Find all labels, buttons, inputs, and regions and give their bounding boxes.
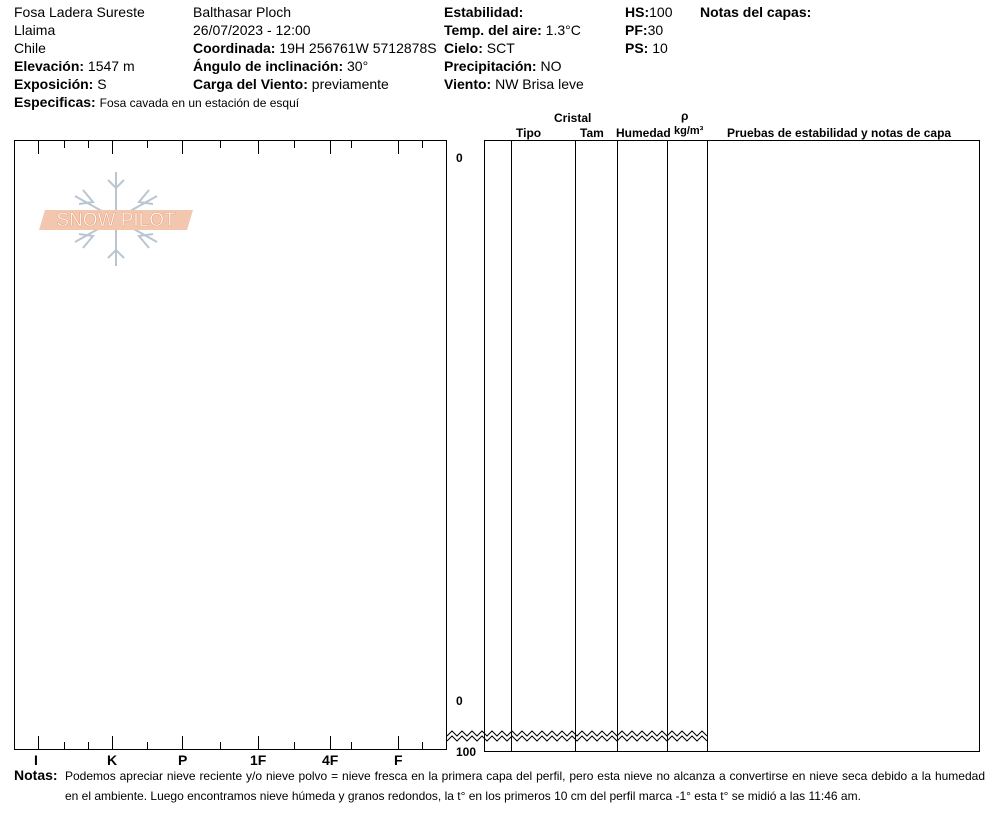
specifics-field [14, 93, 299, 112]
hardness-label-1f: 1F [250, 752, 267, 768]
size-header: Tam [580, 126, 604, 140]
hardness-label-4f: 4F [322, 752, 339, 768]
layer-table [484, 140, 980, 752]
type-header: Tipo [516, 126, 542, 140]
elevation-label: Elevación: [14, 58, 85, 74]
tests-header: Pruebas de estabilidad y notas de capa [727, 126, 952, 140]
aspect-label: Exposición: [14, 76, 94, 92]
coordinate-value: 19H 256761W 5712878S [279, 40, 437, 56]
slope-value: 30° [347, 58, 369, 74]
wind-label: Viento: [444, 76, 492, 92]
pf-field [625, 21, 663, 39]
elevation-field [14, 57, 135, 75]
area-name: Llaima [14, 22, 56, 38]
hardness-label-f: F [394, 752, 403, 768]
notes-text: Podemos apreciar nieve reciente y/o nieve polvo = nieve fresca en la primera capa del perfil, pero esta nieve no alcanza a convertirse en nieve seca debido a la humedad en el ambiente. Luego encontramos nieve húmeda y granos redondos, la t° en los primeros 10 cm del perfil marca -1° esta t° se midió a las 11:46 am. [65, 769, 985, 803]
column-divider [575, 140, 576, 751]
air-temp-label: Temp. del aire: [444, 22, 542, 38]
hardness-label-k: K [107, 752, 118, 768]
coordinate-label: Coordinada: [193, 40, 276, 56]
precip-value: NO [540, 58, 562, 74]
specifics-label: Especificas: [14, 94, 96, 110]
column-divider [511, 140, 512, 751]
sky-field [444, 39, 515, 57]
pf-label: PF: [625, 22, 648, 38]
air-temp-value: 1.3°C [545, 22, 581, 38]
ps-value: 10 [652, 40, 668, 56]
precip-field [444, 57, 561, 75]
slope-label: Ángulo de inclinación: [193, 58, 344, 74]
hs-label: HS: [625, 4, 650, 20]
depth-label-top: 0 [456, 151, 463, 165]
notes-label: Notas: [14, 767, 58, 783]
hs-value: 100 [649, 4, 673, 20]
observation-datetime: 26/07/2023 - 12:00 [193, 22, 311, 38]
country-name: Chile [14, 40, 46, 56]
elevation-value: 1547 m [87, 58, 135, 74]
slope-field [193, 57, 368, 75]
sky-label: Cielo: [444, 40, 483, 56]
specifics-value: Fosa cavada en un estación de esquí [99, 96, 300, 110]
rho-header: ρ [681, 109, 689, 123]
coordinate-field [193, 39, 437, 57]
hardness-label-p: P [178, 752, 188, 768]
wind-load-label: Carga del Viento: [193, 76, 308, 92]
depth-label-bottom: 100 [456, 745, 477, 759]
moisture-header: Humedad [616, 126, 671, 140]
density-header: kg/m³ [674, 125, 704, 137]
wind-load-value: previamente [311, 76, 389, 92]
snowpilot-logo [37, 170, 197, 270]
wind-load-field [193, 75, 389, 93]
column-divider [707, 140, 708, 751]
ps-label: PS: [625, 40, 649, 56]
location-name: Fosa Ladera Sureste [14, 4, 145, 20]
ps-field [625, 39, 668, 57]
observer-name: Balthasar Ploch [193, 4, 292, 20]
precip-label: Precipitación: [444, 58, 537, 74]
depth-label-mid: 0 [456, 694, 463, 708]
pf-value: 30 [647, 22, 664, 38]
sky-value: SCT [486, 40, 515, 56]
stability-label: Estabilidad: [444, 4, 524, 20]
column-divider [667, 140, 668, 751]
wind-field [444, 75, 584, 93]
layer-notes-label: Notas del capas: [700, 4, 812, 20]
crystal-header: Cristal [554, 111, 592, 125]
column-divider [617, 140, 618, 751]
hs-field [625, 3, 672, 21]
logo-text: SNOW PILOT [56, 210, 176, 231]
air-temp-field [444, 21, 581, 39]
wind-value: NW Brisa leve [495, 76, 584, 92]
aspect-value: S [97, 76, 107, 92]
hardness-label-i: I [34, 752, 38, 768]
aspect-field [14, 75, 107, 93]
